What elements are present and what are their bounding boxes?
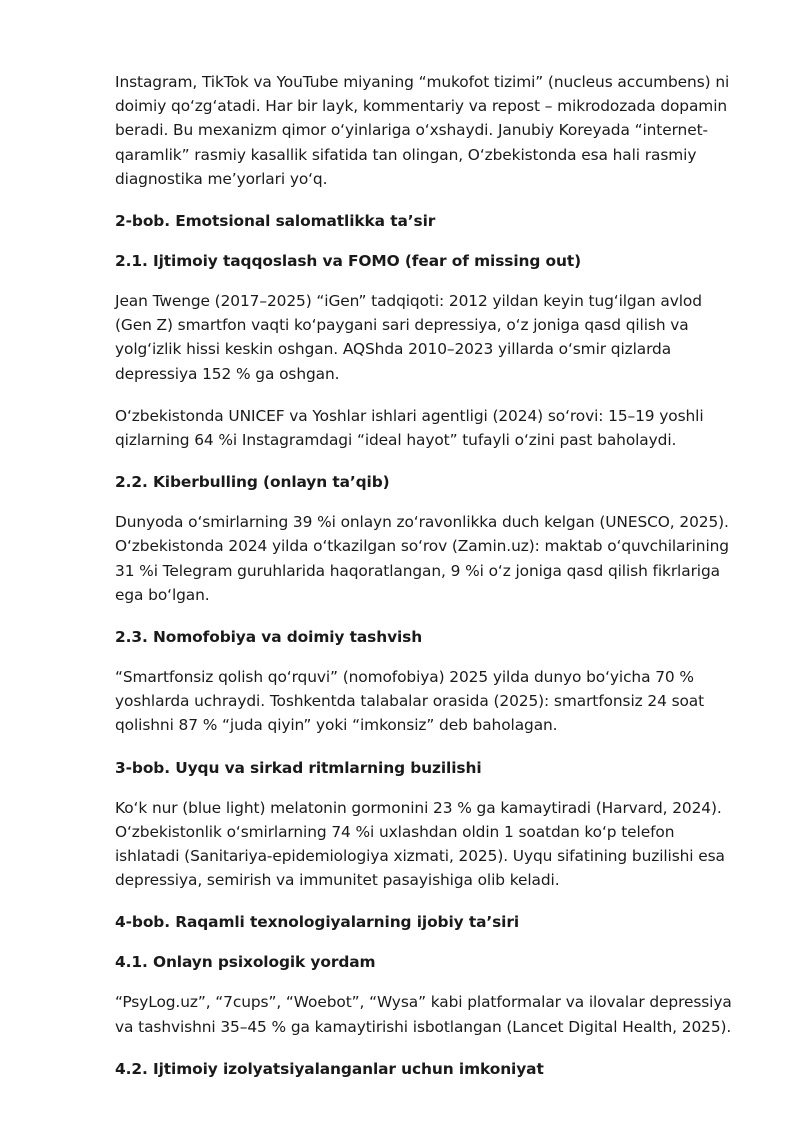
paragraph-igen-study: Jean Twenge (2017–2025) “iGen” tadqiqoti: 2012 yildan keyin tug‘ilgan avlod (Gen Z) smartfon vaqti ko‘paygani sari depressiya, o‘z joniga qasd qilish va yolg‘izlik hissi keskin oshgan. AQShda 2010–2023 yillarda o‘smir qizlarda depressiya 152 % ga oshgan.: [115, 292, 702, 383]
paragraph-nomophobia: “Smartfonsiz qolish qo‘rquvi” (nomofobiya) 2025 yilda dunyo bo‘yicha 70 % yoshlarda uchraydi. Toshkentda talabalar orasida (2025): smartfonsiz 24 soat qolishni 87 % “juda qiyin” yoki “imkonsiz” deb baholagan.: [115, 668, 705, 735]
paragraph-blue-light: Ko‘k nur (blue light) melatonin gormonini 23 % ga kamaytiradi (Harvard, 2024). O‘zbekistonlik o‘smirlarning 74 %i uxlashdan oldin 1 soatdan ko‘p telefon ishlatadi (Sanitariya-epidemiologiya xizmati, 2025). Uyqu sifatining buzilishi esa depressiya, semirish va immunitet pasayishiga olib keladi.: [115, 798, 725, 890]
heading-section-2-3: 2.3. Nomofobiya va doimiy tashvish: [115, 628, 423, 647]
heading-section-4-1: 4.1. Onlayn psixologik yordam: [115, 953, 376, 972]
paragraph-cyberbullying: Dunyoda o‘smirlarning 39 %i onlayn zo‘ravonlikka duch kelgan (UNESCO, 2025). O‘zbekistonda 2024 yilda o‘tkazilgan so‘rov (Zamin.uz): maktab o‘quvchilarining 31 %i Telegram guruhlarida haqoratlangan, 9 %i o‘z joniga qasd qilish fikrlariga ega bo‘lgan.: [115, 513, 729, 604]
heading-section-2-1: 2.1. Ijtimoiy taqqoslash va FOMO (fear of missing out): [115, 252, 582, 271]
paragraph-unicef-survey: O‘zbekistonda UNICEF va Yoshlar ishlari agentligi (2024) so‘rovi: 15–19 yoshli qizlarning 64 %i Instagramdagi “ideal hayot” tufayli o‘zini past baholaydi.: [115, 406, 704, 450]
heading-section-2-2: 2.2. Kiberbulling (onlayn ta’qib): [115, 473, 390, 492]
heading-chapter-4: 4-bob. Raqamli texnologiyalarning ijobiy ta’siri: [115, 913, 520, 932]
paragraph-online-help: “PsyLog.uz”, “7cups”, “Woebot”, “Wysa” kabi platformalar va ilovalar depressiya va tashvishni 35–45 % ga kamaytirishi isbotlangan (Lancet Digital Health, 2025).: [115, 993, 732, 1036]
heading-section-4-2: 4.2. Ijtimoiy izolyatsiyalanganlar uchun imkoniyat: [115, 1059, 544, 1078]
heading-chapter-3: 3-bob. Uyqu va sirkad ritmlarning buzilishi: [115, 758, 482, 777]
heading-chapter-2: 2-bob. Emotsional salomatlikka ta’sir: [115, 212, 436, 231]
paragraph-dopamine-reward: Instagram, TikTok va YouTube miyaning “mukofot tizimi” (nucleus accumbens) ni doimiy qo‘zg‘atadi. Har bir layk, kommentariy va repost – mikrodozada dopamin beradi. Bu mexanizm qimor o‘yinlariga o‘xshaydi. Janubiy Koreyada “internet-qaramlik” rasmiy kasallik sifatida tan olingan, O‘zbekistonda esa hali rasmiy diagnostika me’yorlari yo‘q.: [115, 73, 730, 188]
